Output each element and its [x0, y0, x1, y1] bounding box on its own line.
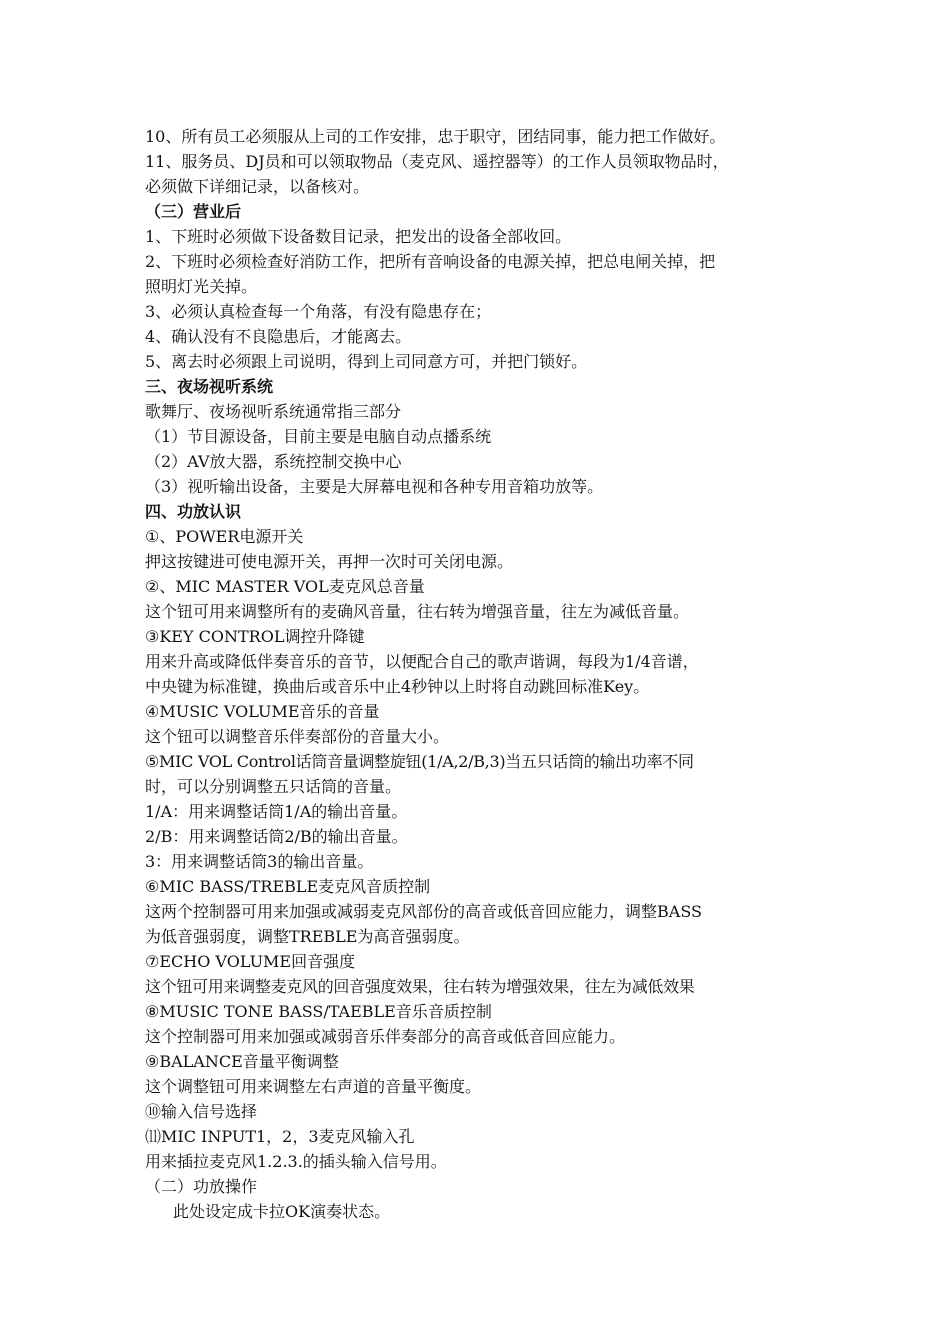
section-heading-av-system: 三、夜场视听系统: [145, 377, 274, 396]
av-system-part-1: （1）节目源设备，目前主要是电脑自动点播系统: [145, 427, 492, 446]
amp-key-control-desc-line-2: 中央键为标准键，换曲后或音乐中止4秒钟以上时将自动跳回标准Key。: [145, 677, 650, 696]
amp-power-desc: 押这按键进可使电源开关，再押一次时可关闭电源。: [145, 552, 514, 571]
amp-music-volume-desc: 这个钮可以调整音乐伴奏部份的音量大小。: [145, 727, 450, 746]
amp-mic-3: 3：用来调整话筒3的输出音量。: [145, 852, 374, 871]
amp-echo-volume-desc: 这个钮可用来调整麦克风的回音强度效果，往右转为增强效果，往左为减低效果: [145, 977, 695, 996]
amp-mic-input-title: ⑾MIC INPUT1，2，3麦克风输入孔: [145, 1127, 415, 1146]
amp-mic-input-desc: 用来插拉麦克风1.2.3.的插头输入信号用。: [145, 1152, 447, 1171]
amp-key-control-title: ③KEY CONTROL调控升降键: [145, 627, 365, 646]
amp-operation-desc: 此处设定成卡拉OK演奏状态。: [173, 1202, 391, 1221]
amp-balance-desc: 这个调整钮可用来调整左右声道的音量平衡度。: [145, 1077, 482, 1096]
amp-mic-bass-treble-desc-line-1: 这两个控制器可用来加强或减弱麦克风部份的高音或低音回应能力，调整BASS: [145, 902, 702, 921]
rule-10: 10、所有员工必须服从上司的工作安排，忠于职守，团结同事，能力把工作做好。: [145, 127, 726, 146]
amp-music-tone-title: ⑧MUSIC TONE BASS/TAEBLE音乐音质控制: [145, 1002, 492, 1021]
amp-balance-title: ⑨BALANCE音量平衡调整: [145, 1052, 339, 1071]
after-business-item-4: 4、确认没有不良隐患后，才能离去。: [145, 327, 412, 346]
amp-key-control-desc-line-1: 用来升高或降低伴奏音乐的音节，以便配合自己的歌声谐调，每段为1/4音谱，: [145, 652, 699, 671]
amp-mic-master-desc: 这个钮可用来调整所有的麦确风音量，往右转为增强音量，往左为减低音量。: [145, 602, 690, 621]
after-business-item-2-line-2: 照明灯光关掉。: [145, 277, 258, 296]
amp-mic-bass-treble-desc-line-2: 为低音强弱度，调整TREBLE为高音强弱度。: [145, 927, 470, 946]
amp-echo-volume-title: ⑦ECHO VOLUME回音强度: [145, 952, 356, 971]
amp-mic-vol-control-line-1: ⑤MIC VOL Control话筒音量调整旋钮(1/A,2/B,3)当五只话筒的输出功率不同: [145, 752, 694, 771]
after-business-item-2-line-1: 2、下班时必须检查好消防工作，把所有音响设备的电源关掉，把总电闸关掉，把: [145, 252, 716, 271]
section-heading-amp-operation: （二）功放操作: [145, 1177, 258, 1196]
document-body: [145, 124, 815, 1224]
av-system-part-3: （3）视听输出设备，主要是大屏幕电视和各种专用音箱功放等。: [145, 477, 604, 496]
amp-music-tone-desc: 这个控制器可用来加强或减弱音乐伴奏部分的高音或低音回应能力。: [145, 1027, 626, 1046]
amp-mic-bass-treble-title: ⑥MIC BASS/TREBLE麦克风音质控制: [145, 877, 431, 896]
amp-mic-vol-control-line-2: 时，可以分别调整五只话筒的音量。: [145, 777, 402, 796]
section-heading-after-business: （三）营业后: [145, 202, 242, 221]
amp-mic-1a: 1/A：用来调整话筒1/A的输出音量。: [145, 802, 408, 821]
amp-music-volume-title: ④MUSIC VOLUME音乐的音量: [145, 702, 380, 721]
after-business-item-5: 5、离去时必须跟上司说明，得到上司同意方可，并把门锁好。: [145, 352, 588, 371]
av-system-part-2: （2）AV放大器，系统控制交换中心: [145, 452, 402, 471]
rule-11-line-1: 11、服务员、DJ员和可以领取物品（麦克风、遥控器等）的工作人员领取物品时，: [145, 152, 729, 171]
after-business-item-1: 1、下班时必须做下设备数目记录，把发出的设备全部收回。: [145, 227, 572, 246]
amp-mic-2b: 2/B：用来调整话筒2/B的输出音量。: [145, 827, 408, 846]
amp-power-title: ①、POWER电源开关: [145, 527, 304, 546]
after-business-item-3: 3、必须认真检查每一个角落，有没有隐患存在；: [145, 302, 492, 321]
amp-mic-master-title: ②、MIC MASTER VOL麦克风总音量: [145, 577, 425, 596]
amp-input-select-title: ⑩输入信号选择: [145, 1102, 258, 1121]
rule-11-line-2: 必须做下详细记录，以备核对。: [145, 177, 370, 196]
section-heading-amplifier: 四、功放认识: [145, 502, 242, 521]
av-system-intro: 歌舞厅、夜场视听系统通常指三部分: [145, 402, 402, 421]
